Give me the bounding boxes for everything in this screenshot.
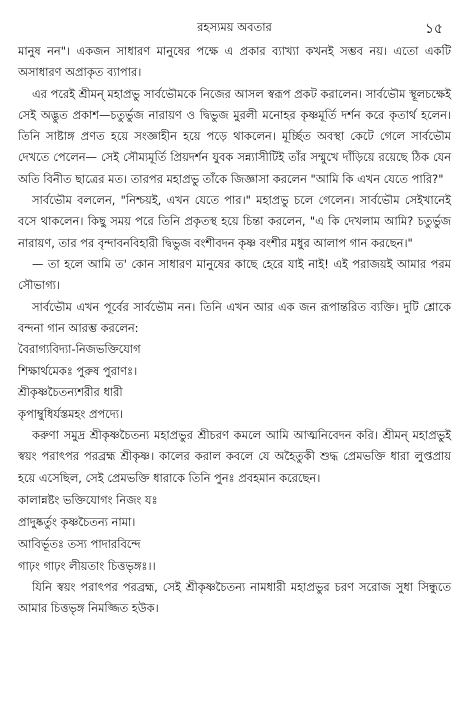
paragraph: মানুষ নন"। একজন সাধারণ মানুষের পক্ষে এ প্রকার ব্যাখ্যা কখনই সম্ভব নয়। এতো একটি অসাধারণ অপ্রাকৃত ব্যাপার। (18, 44, 451, 80)
verse-line: গাঢ়ং গাঢ়ং লীয়তাং চিত্তভৃঙ্গঃ।। (18, 559, 156, 574)
verse-line: বৈরাগ্যবিদ্যা-নিজভক্তিযোগ (18, 342, 141, 357)
verse-line: প্রাদুষ্কর্তুং কৃষ্ণচৈতন্য নামা। (18, 515, 136, 530)
running-title: রহস্যময় অবতার (197, 20, 272, 34)
paragraph: করুণা সমুদ্র শ্রীকৃষ্ণচৈতন্য মহাপ্রভুর শ্রীচরণ কমলে আমি আত্মনিবেদন করি। শ্রীমন্‌ মহাপ্রভুই স্বয়ং পরাৎপর পরব্রহ্ম শ্রীকৃষ্ণ। কালের করাল কবলে যে অহৈতুকী শুদ্ধ প্রেমভক্তি ধারা লুপ্তপ্রায় হয়ে এসেছিল, সেই প্রেমভক্তি ধারাকে তিনি পুনঃ প্রবহমান করেছেন। (18, 428, 451, 485)
sanskrit-verse-1 (18, 339, 451, 425)
paragraph: সার্বভৌম বললেন, "নিশ্চয়ই, এখন যেতে পার।" মহাপ্রভু চলে গেলেন। সার্বভৌম সেইখানেই বসে থাকলেন। কিছু সময় পরে তিনি প্রকৃতস্থ হয়ে চিন্তা করলেন, "এ কি দেখলাম আমি? চতুর্ভুজ নারায়ণ, তার পর বৃন্দাবনবিহারী দ্বিভুজ বংশীবদন কৃষ্ণ বংশীর মধুর আলাপ গান করছেন।" (18, 193, 451, 250)
page-header (18, 17, 451, 41)
page-number: ১৫ (424, 21, 443, 37)
verse-line: আবির্ভূতঃ তস্য পাদারবিন্দে (18, 537, 141, 552)
verse-line: শিক্ষার্থমেকঃ পুরুষ পুরাণঃ। (18, 363, 138, 378)
body-text (18, 41, 451, 620)
paragraph: সার্বভৌম এখন পূর্বের সার্বভৌম নন। তিনি এখন আর এক জন রূপান্তরিত ব্যক্তি। দুটি শ্লোকে বন্দনা গান আরম্ভ করলেন: (18, 299, 451, 335)
verse-line: শ্রীকৃষ্ণচৈতন্যশরীর ধারী (18, 385, 123, 400)
paragraph: এর পরেই শ্রীমন্‌ মহাপ্রভু সার্বভৌমকে নিজের আসল স্বরূপ প্রকট করালেন। সার্বভৌম স্থূলচক্ষেই সেই অদ্ভুত প্রকাশ—চতুর্ভুজ নারায়ণ ও দ্বিভুজ মুরলী মনোহর কৃষ্ণমূর্তি দর্শন করে কৃতার্থ হলেন। তিনি সাষ্টাঙ্গ প্রণত হয়ে সংজ্ঞাহীন হয়ে পড়ে থাকলেন। মূর্চ্ছিত অবস্থা কেটে গেলে সার্বভৌম দেখতে পেলেন— সেই সৌম্যমূর্তি প্রিয়দর্শন যুবক সন্ন্যাসীটিই তাঁর সম্মুখে দাঁড়িয়ে রয়েছে ঠিক যেন অতি বিনীত ছাত্রের মত। তারপর মহাপ্রভু তাঁকে জিজ্ঞাসা করলেন "আমি কি এখন যেতে পারি?" (18, 86, 451, 186)
verse-line: কৃপাম্বুধির্যস্তমহং প্রপদ্যে। (18, 406, 124, 421)
sanskrit-verse-2 (18, 489, 451, 577)
paragraph: — তা হলে আমি ত' কোন সাধারণ মানুষের কাছে হেরে যাই নাই! এই পরাজয়ই আমার পরম সৌভাগ্য। (18, 256, 451, 293)
paragraph: যিনি স্বয়ং পরাৎপর পরব্রহ্ম, সেই শ্রীকৃষ্ণচৈতন্য নামধারী মহাপ্রভুর চরণ সরোজ সুধা সিন্ধুতে আমার চিত্তভৃঙ্গ নিমজ্জিত হউক। (18, 580, 451, 616)
verse-line: কালান্নষ্টং ভক্তিযোগং নিজং যঃ (18, 493, 158, 508)
